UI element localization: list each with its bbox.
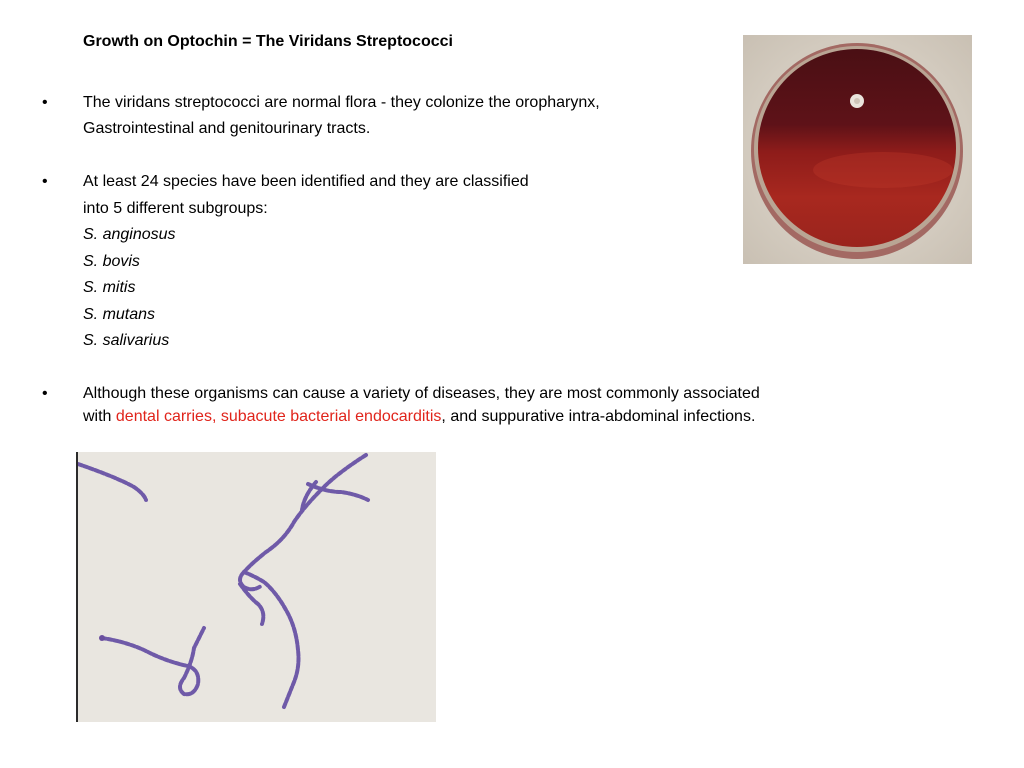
slide-title: Growth on Optochin = The Viridans Streptococci xyxy=(83,33,453,50)
highlighted-diseases: dental carries, subacute bacterial endocarditis xyxy=(115,408,442,425)
plate-illustration xyxy=(743,35,972,264)
subgroup-item: S. mutans xyxy=(83,306,156,323)
bullet-marker: • xyxy=(42,385,48,402)
bullet-2-line-2: into 5 different subgroups: xyxy=(83,200,268,217)
chain-illustration xyxy=(76,452,436,722)
bullet-marker: • xyxy=(42,173,48,190)
bullet-3-line-1: Although these organisms can cause a variety of diseases, they are most commonly associated xyxy=(83,385,760,402)
subgroup-item: S. salivarius xyxy=(83,332,170,349)
bullet-1-line-2: Gastrointestinal and genitourinary tracts. xyxy=(83,120,371,137)
image-border xyxy=(76,452,78,722)
subgroup-item: S. mitis xyxy=(83,279,136,296)
bullet-1-line-1: The viridans streptococci are normal flora - they colonize the oropharynx, xyxy=(83,94,600,111)
bullet-3-prefix: with xyxy=(83,408,116,425)
subgroup-item: S. bovis xyxy=(83,253,140,270)
bullet-3-line-2 xyxy=(83,408,755,426)
streptococci-chain-micrograph xyxy=(76,452,436,722)
blood-agar-plate-image xyxy=(743,35,972,264)
subgroup-item: S. anginosus xyxy=(83,226,176,243)
bullet-2-line-1: At least 24 species have been identified and they are classified xyxy=(83,173,529,190)
bullet-marker: • xyxy=(42,94,48,111)
bullet-3-suffix: , and suppurative intra-abdominal infections. xyxy=(441,408,756,425)
